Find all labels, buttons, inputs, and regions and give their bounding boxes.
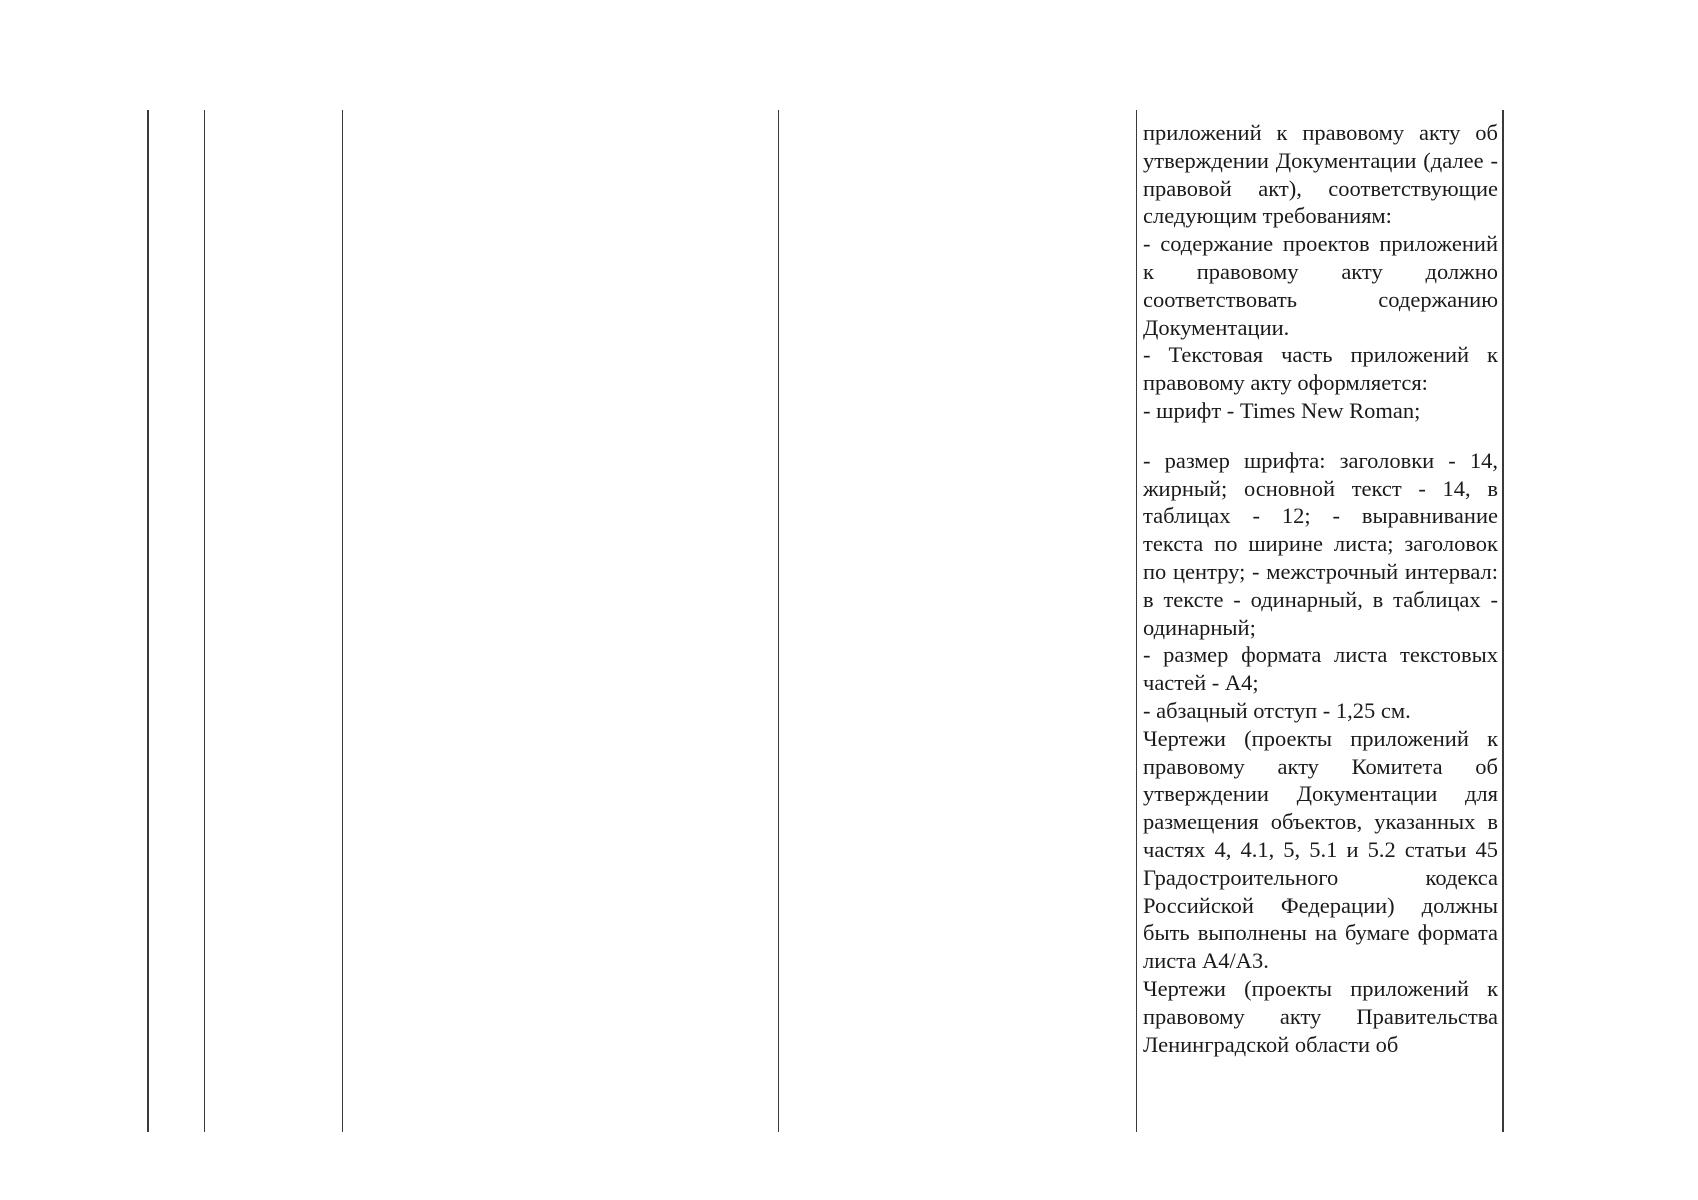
paragraph: - шрифт - Times New Roman;: [1143, 397, 1421, 423]
table-column-border: [204, 110, 205, 1132]
paragraph: - размер формата листа текстовых частей - А4;: [1143, 642, 1498, 696]
paragraph: - размер шрифта: заголовки - 14, жирный; основной текст - 14, в таблицах - 12; - выравнивание текста по ширине листа; заголовок по центру; - межстрочный интервал: в тексте - одинарный, в таблицах - одинарный;: [1143, 447, 1498, 640]
paragraph: - абзацный отступ - 1,25 см.: [1143, 697, 1411, 723]
paragraph: приложений к правовому акту об утверждении Документации (далее - правовой акт), соответствующие следующим требованиям:: [1143, 120, 1498, 229]
table-column-border: [1502, 110, 1504, 1132]
paragraph: Чертежи (проекты приложений к правовому акту Комитета об утверждении Документации для размещения объектов, указанных в частях 4, 4.1, 5, 5.1 и 5.2 статьи 45 Градостроительного кодекса Российской Федерации) должны быть выполнены на бумаге формата листа А4/А3.: [1143, 725, 1498, 974]
paragraph: Чертежи (проекты приложений к правовому акту Правительства Ленинградской области об: [1143, 975, 1498, 1057]
paragraph: - содержание проектов приложений к правовому акту должно соответствовать содержанию Документации.: [1143, 231, 1498, 340]
table-column-border: [147, 110, 149, 1132]
table-column-border: [1136, 110, 1137, 1132]
table-column-border: [778, 110, 779, 1132]
table-column-border: [342, 110, 343, 1132]
paragraph: - Текстовая часть приложений к правовому акту оформляется:: [1143, 342, 1498, 396]
requirements-text-cell: [1143, 119, 1498, 1129]
